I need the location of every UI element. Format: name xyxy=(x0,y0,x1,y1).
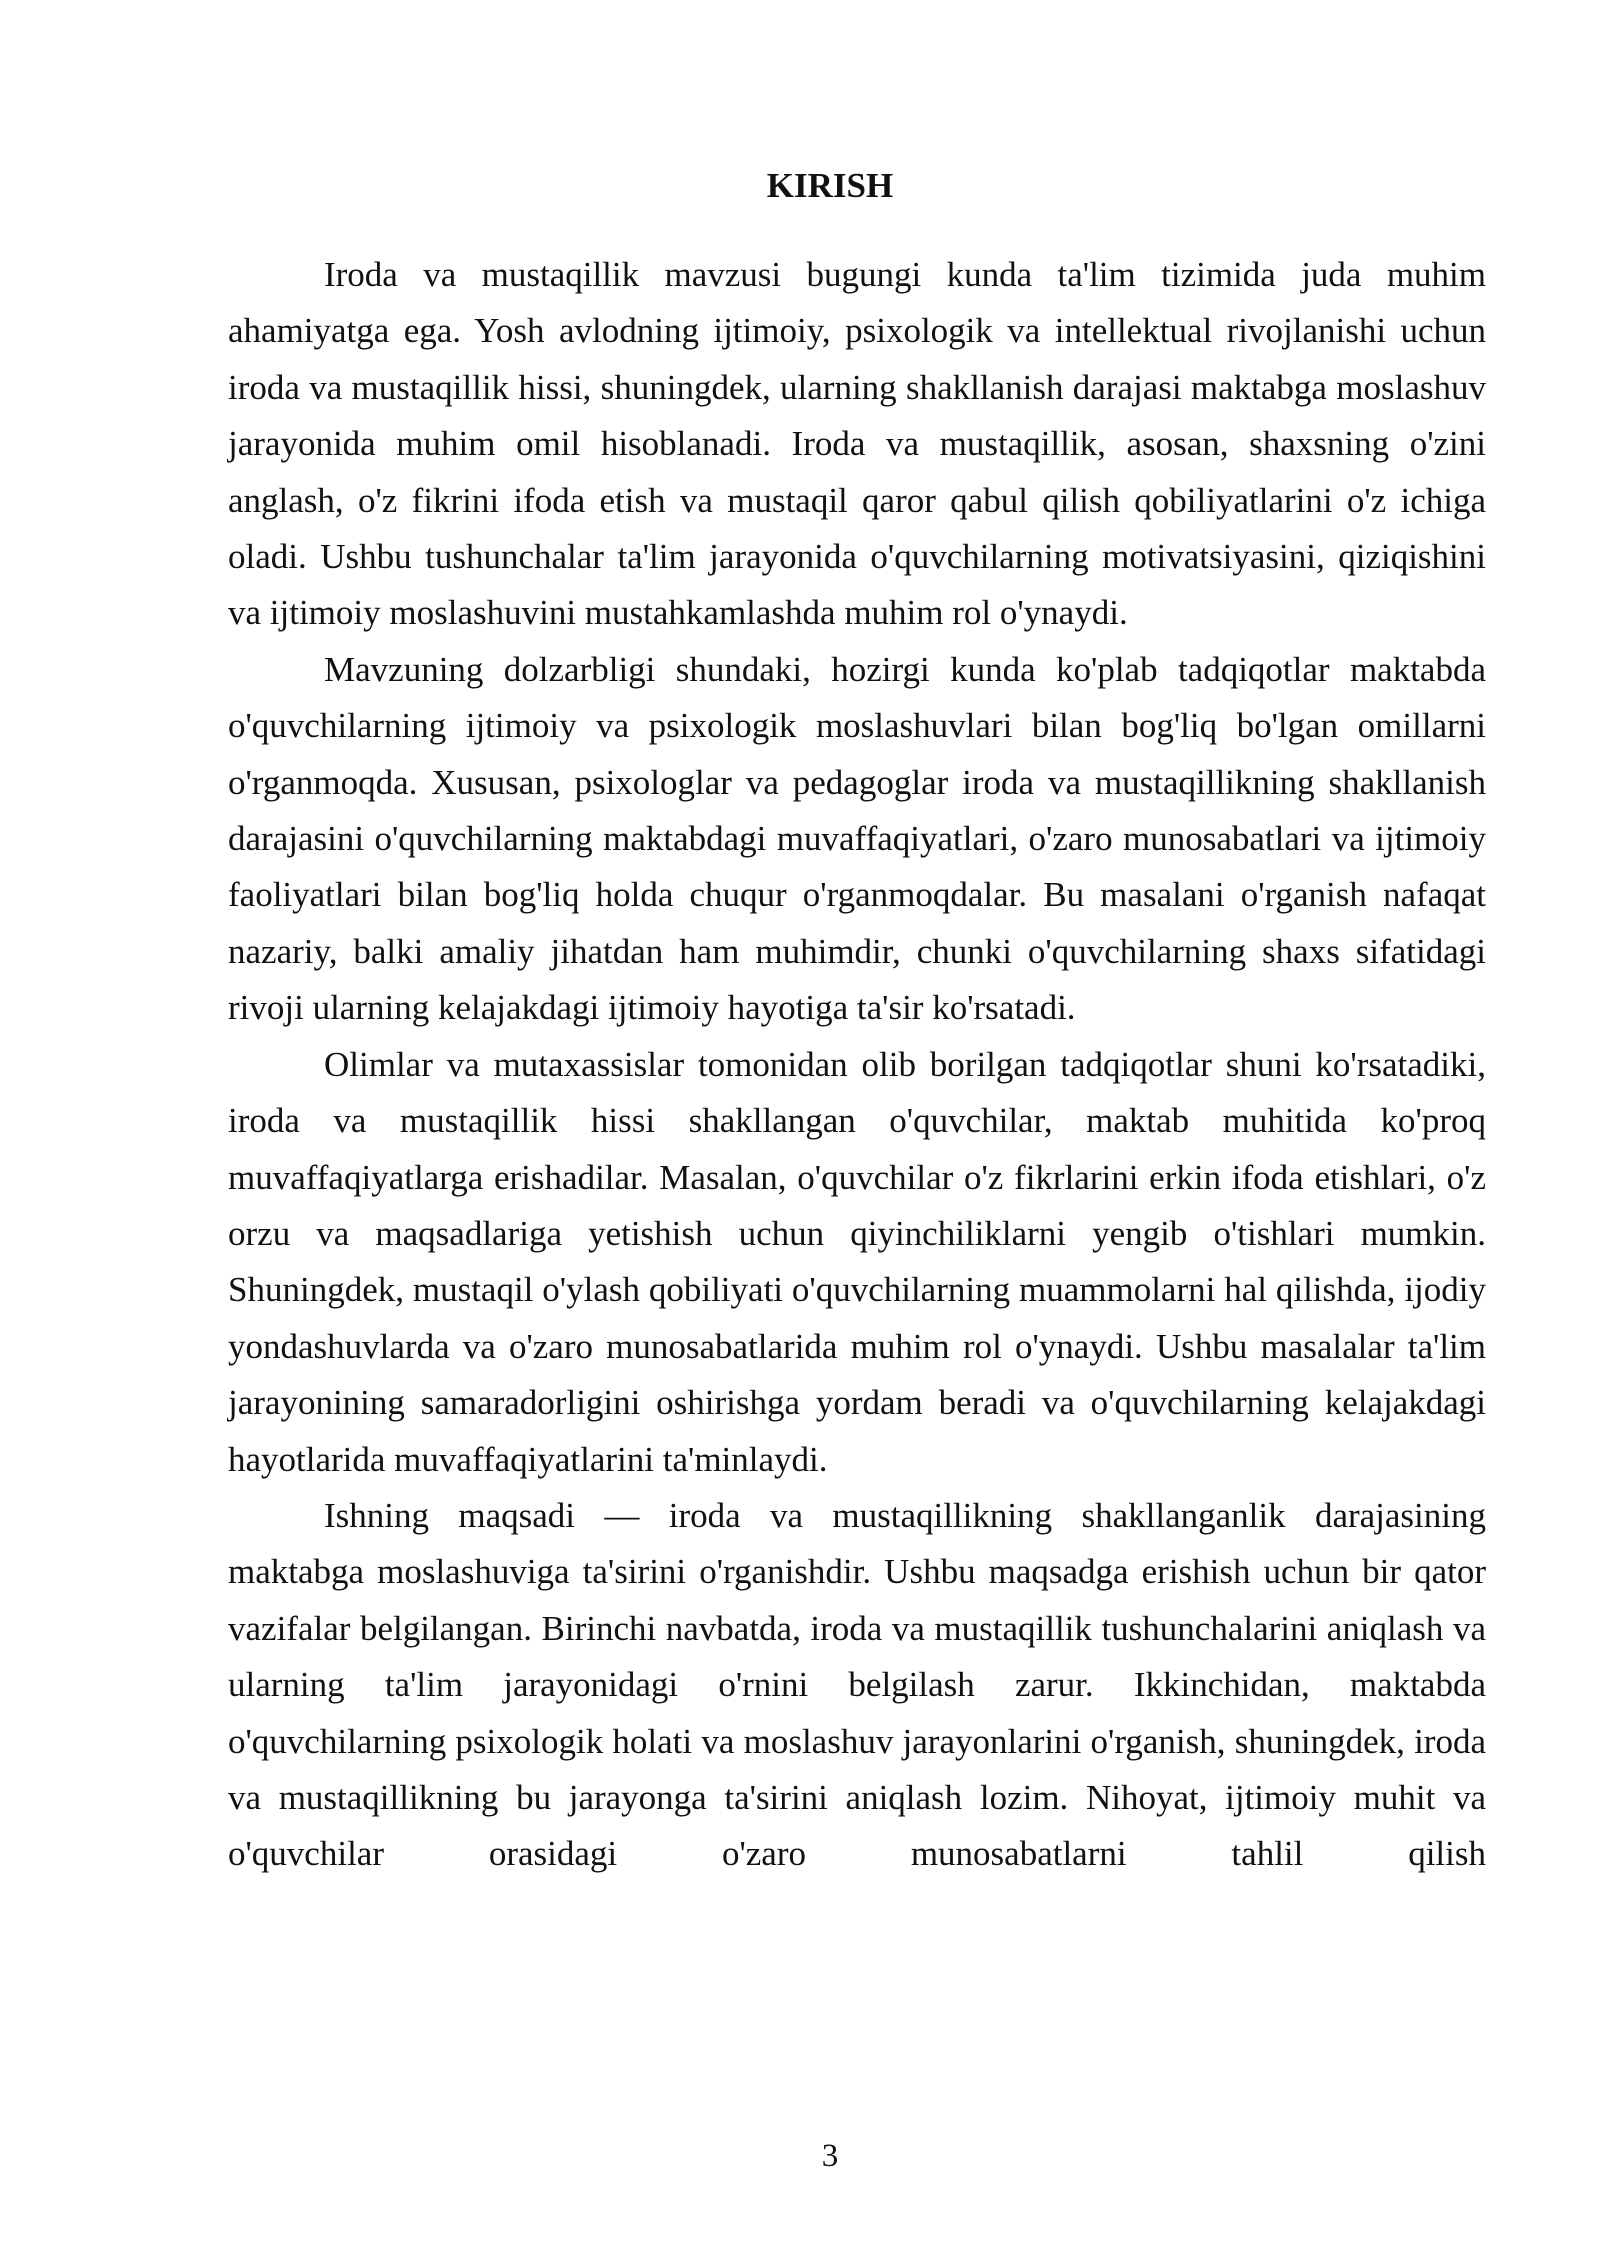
paragraph-1: Iroda va mustaqillik mavzusi bugungi kunda ta'lim tizimida juda muhim ahamiyatga ega. Yosh avlodning ijtimoiy, psixologik va intellektual rivojlanishi uchun iroda va mustaqillik hissi, shuningdek, ularning shakllanish darajasi maktabga moslashuv jarayonida muhim omil hisoblanadi. Iroda va mustaqillik, asosan, shaxsning o'zini anglash, o'z fikrini ifoda etish va mustaqil qaror qabul qilish qobiliyatlarini o'z ichiga oladi. Ushbu tushunchalar ta'lim jarayonida o'quvchilarning motivatsiyasini, qiziqishini va ijtimoiy moslashuvini mustahkamlashda muhim rol o'ynaydi. xyxy=(228,255,1486,633)
paragraph-3: Olimlar va mutaxassislar tomonidan olib borilgan tadqiqotlar shuni ko'rsatadiki, iroda va mustaqillik hissi shakllangan o'quvchilar, maktab muhitida ko'proq muvaffaqiyatlarga erishadilar. Masalan, o'quvchilar o'z fikrlarini erkin ifoda etishlari, o'z orzu va maqsadlariga yetishish uchun qiyinchiliklarni yengib o'tishlari mumkin. Shuningdek, mustaqil o'ylash qobiliyati o'quvchilarning muammolarni hal qilishda, ijodiy yondashuvlarda va o'zaro munosabatlarida muhim rol o'ynaydi. Ushbu masalalar ta'lim jarayonining samaradorligini oshirishga yordam beradi va o'quvchilarning kelajakdagi hayotlarida muvaffaqiyatlarini ta'minlaydi. xyxy=(228,1044,1486,1479)
paragraph-4: Ishning maqsadi — iroda va mustaqillikning shakllanganlik darajasining maktabga moslashuviga ta'sirini o'rganishdir. Ushbu maqsadga erishish uchun bir qator vazifalar belgilangan. Birinchi navbatda, iroda va mustaqillik tushunchalarini aniqlash va ularning ta'lim jarayonidagi o'rnini belgilash zarur. Ikkinchidan, maktabda o'quvchilarning psixologik holati va moslashuv jarayonlarini o'rganish, shuningdek, iroda va mustaqillikning bu jarayonga ta'sirini aniqlash lozim. Nihoyat, ijtimoiy muhit va o'quvchilar orasidagi o'zaro munosabatlarni tahlil qilish xyxy=(228,1495,1486,1874)
body-text xyxy=(228,247,1486,1883)
page-number: 3 xyxy=(821,2138,839,2174)
paragraph-2: Mavzuning dolzarbligi shundaki, hozirgi kunda ko'plab tadqiqotlar maktabda o'quvchilarning ijtimoiy va psixologik moslashuvlari bilan bog'liq bo'lgan omillarni o'rganmoqda. Xususan, psixologlar va pedagoglar iroda va mustaqillikning shakllanish darajasini o'quvchilarning maktabdagi muvaffaqiyatlari, o'zaro munosabatlari va ijtimoiy faoliyatlari bilan bog'liq holda chuqur o'rganmoqdalar. Bu masalani o'rganish nafaqat nazariy, balki amaliy jihatdan ham muhimdir, chunki o'quvchilarning shaxs sifatidagi rivoji ularning kelajakdagi ijtimoiy hayotiga ta'sir ko'rsatadi. xyxy=(228,649,1486,1028)
section-title: KIRISH xyxy=(766,166,894,205)
